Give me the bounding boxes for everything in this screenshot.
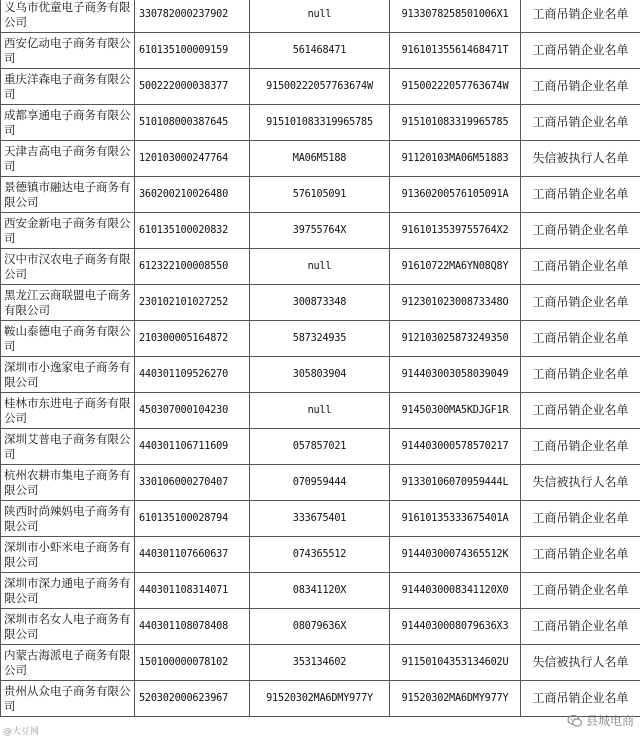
table-row: [1, 105, 640, 141]
table-row: [1, 357, 640, 393]
table-row: [1, 645, 640, 681]
org-code-cell: 070959444: [250, 465, 390, 501]
list-status-cell: 失信被执行人名单: [521, 141, 640, 177]
org-code-cell: 576105091: [250, 177, 390, 213]
org-code-cell: 353134602: [250, 645, 390, 681]
credit-code-cell: 91450300MA5KDJGF1R: [390, 393, 521, 429]
table-row: [1, 501, 640, 537]
registration-number-cell: 360200210026480: [135, 177, 250, 213]
credit-code-cell: 91440300074365512K: [390, 537, 521, 573]
company-name-cell: 黑龙江云商联盟电子商务有限公司: [1, 285, 135, 321]
org-code-cell: 305803904: [250, 357, 390, 393]
org-code-cell: 915101083319965785: [250, 105, 390, 141]
list-status-cell: 工商吊销企业名单: [521, 357, 640, 393]
org-code-cell: 08079636X: [250, 609, 390, 645]
list-status-cell: 工商吊销企业名单: [521, 69, 640, 105]
table-row: [1, 33, 640, 69]
company-name-cell: 天津吉高电子商务有限公司: [1, 141, 135, 177]
list-status-cell: 工商吊销企业名单: [521, 393, 640, 429]
list-status-cell: 失信被执行人名单: [521, 645, 640, 681]
registration-number-cell: 612322100008550: [135, 249, 250, 285]
org-code-cell: null: [250, 249, 390, 285]
list-status-cell: 工商吊销企业名单: [521, 681, 640, 717]
credit-code-cell: 91330106070959444L: [390, 465, 521, 501]
registration-number-cell: 510108000387645: [135, 105, 250, 141]
table-row: [1, 141, 640, 177]
registration-number-cell: 440301108314071: [135, 573, 250, 609]
credit-code-cell: 91120103MA06M51883: [390, 141, 521, 177]
registration-number-cell: 610135100009159: [135, 33, 250, 69]
registration-number-cell: 440301109526270: [135, 357, 250, 393]
registration-number-cell: 120103000247764: [135, 141, 250, 177]
registration-number-cell: 450307000104230: [135, 393, 250, 429]
registration-number-cell: 440301108078408: [135, 609, 250, 645]
list-status-cell: 工商吊销企业名单: [521, 249, 640, 285]
table-row: [1, 537, 640, 573]
table-row: [1, 321, 640, 357]
table-row: [1, 285, 640, 321]
list-status-cell: 工商吊销企业名单: [521, 573, 640, 609]
registration-number-cell: 440301107660637: [135, 537, 250, 573]
table-row: [1, 465, 640, 501]
registration-number-cell: 330106000270407: [135, 465, 250, 501]
company-name-cell: 义乌市优童电子商务有限公司: [1, 0, 135, 33]
registration-number-cell: 440301106711609: [135, 429, 250, 465]
watermark-left-text: 大豆网: [12, 727, 40, 737]
company-name-cell: 杭州农耕市集电子商务有限公司: [1, 465, 135, 501]
table-row: [1, 0, 640, 33]
registration-number-cell: 610135100020832: [135, 213, 250, 249]
list-status-cell: 工商吊销企业名单: [521, 177, 640, 213]
credit-code-cell: 91230102300873348O: [390, 285, 521, 321]
company-name-cell: 深圳市名女人电子商务有限公司: [1, 609, 135, 645]
table-row: [1, 213, 640, 249]
company-name-cell: 深圳市小虾米电子商务有限公司: [1, 537, 135, 573]
company-name-cell: 成都享通电子商务有限公司: [1, 105, 135, 141]
watermark-right: [567, 712, 634, 729]
registration-number-cell: 520302000623967: [135, 681, 250, 717]
org-code-cell: 91520302MA6DMY977Y: [250, 681, 390, 717]
table-row: [1, 177, 640, 213]
company-name-cell: 重庆洋森电子商务有限公司: [1, 69, 135, 105]
org-code-cell: 08341120X: [250, 573, 390, 609]
org-code-cell: null: [250, 393, 390, 429]
credit-code-cell: 91150104353134602U: [390, 645, 521, 681]
company-name-cell: 深圳市小逸家电子商务有限公司: [1, 357, 135, 393]
company-name-cell: 汉中市汉农电子商务有限公司: [1, 249, 135, 285]
list-status-cell: 工商吊销企业名单: [521, 429, 640, 465]
list-status-cell: 工商吊销企业名单: [521, 501, 640, 537]
credit-code-cell: 912103025873249350: [390, 321, 521, 357]
company-name-cell: 深圳市深力通电子商务有限公司: [1, 573, 135, 609]
credit-code-cell: 914403000578570217: [390, 429, 521, 465]
company-name-cell: 贵州从众电子商务有限公司: [1, 681, 135, 717]
registration-number-cell: 150100000078102: [135, 645, 250, 681]
org-code-cell: 074365512: [250, 537, 390, 573]
org-code-cell: 300873348: [250, 285, 390, 321]
company-name-cell: 桂林市东进电子商务有限公司: [1, 393, 135, 429]
org-code-cell: 057857021: [250, 429, 390, 465]
watermark-left: @大豆网: [3, 727, 40, 737]
list-status-cell: 工商吊销企业名单: [521, 0, 640, 33]
company-name-cell: 西安亿动电子商务有限公司: [1, 33, 135, 69]
credit-code-cell: 914403003058039049: [390, 357, 521, 393]
credit-code-cell: 9133078258501006X1: [390, 0, 521, 33]
credit-code-cell: 91610135333675401A: [390, 501, 521, 537]
company-name-cell: 景德镇市融达电子商务有限公司: [1, 177, 135, 213]
watermark-right-text: 县城电商: [585, 714, 634, 728]
list-status-cell: 工商吊销企业名单: [521, 213, 640, 249]
org-code-cell: 587324935: [250, 321, 390, 357]
list-status-cell: 工商吊销企业名单: [521, 537, 640, 573]
credit-code-cell: 9161013539755764X2: [390, 213, 521, 249]
org-code-cell: 39755764X: [250, 213, 390, 249]
org-code-cell: MA06M5188: [250, 141, 390, 177]
registration-number-cell: 610135100028794: [135, 501, 250, 537]
org-code-cell: 333675401: [250, 501, 390, 537]
company-name-cell: 内蒙古海派电子商务有限公司: [1, 645, 135, 681]
company-name-cell: 鞍山泰德电子商务有限公司: [1, 321, 135, 357]
company-name-cell: 深圳艾普电子商务有限公司: [1, 429, 135, 465]
list-status-cell: 工商吊销企业名单: [521, 105, 640, 141]
list-status-cell: 工商吊销企业名单: [521, 33, 640, 69]
registration-number-cell: 330782000237902: [135, 0, 250, 33]
company-name-cell: 西安金新电子商务有限公司: [1, 213, 135, 249]
credit-code-cell: 91610722MA6YN08Q8Y: [390, 249, 521, 285]
credit-code-cell: 91360200576105091A: [390, 177, 521, 213]
org-code-cell: null: [250, 0, 390, 33]
table-row: [1, 681, 640, 717]
credit-code-cell: 91610135561468471T: [390, 33, 521, 69]
table-row: [1, 393, 640, 429]
table-row: [1, 609, 640, 645]
credit-code-cell: 9144030008341120X0: [390, 573, 521, 609]
credit-code-cell: 9144030008079636X3: [390, 609, 521, 645]
list-status-cell: 失信被执行人名单: [521, 465, 640, 501]
list-status-cell: 工商吊销企业名单: [521, 609, 640, 645]
org-code-cell: 561468471: [250, 33, 390, 69]
credit-code-cell: 91500222057763674W: [390, 69, 521, 105]
credit-code-cell: 91520302MA6DMY977Y: [390, 681, 521, 717]
table-row: [1, 429, 640, 465]
registration-number-cell: 230102101027252: [135, 285, 250, 321]
company-name-cell: 陕西时尚辣妈电子商务有限公司: [1, 501, 135, 537]
list-status-cell: 工商吊销企业名单: [521, 285, 640, 321]
table-row: [1, 573, 640, 609]
credit-code-cell: 915101083319965785: [390, 105, 521, 141]
registration-number-cell: 500222000038377: [135, 69, 250, 105]
table-row: [1, 69, 640, 105]
table-row: [1, 249, 640, 285]
registration-number-cell: 210300005164872: [135, 321, 250, 357]
wechat-icon: [567, 713, 583, 729]
org-code-cell: 91500222057763674W: [250, 69, 390, 105]
list-status-cell: 工商吊销企业名单: [521, 321, 640, 357]
